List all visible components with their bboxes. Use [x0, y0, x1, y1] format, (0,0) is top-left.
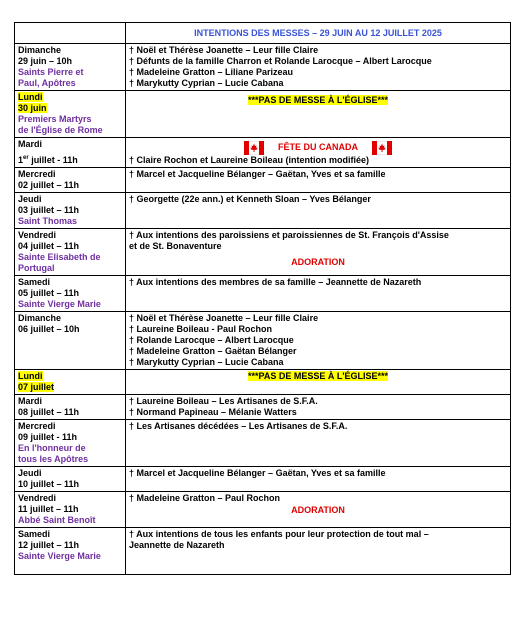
celebration-label: Abbé Saint Benoît: [18, 515, 96, 525]
date-label: 03 juillet – 11h: [18, 205, 80, 215]
no-mass-notice: ***PAS DE MESSE À L'ÉGLISE***: [247, 371, 388, 381]
table-row: [15, 276, 511, 312]
day-label: Vendredi: [18, 230, 57, 240]
canada-day-banner: [129, 139, 507, 155]
celebration-label: Sainte Vierge Marie: [18, 551, 101, 561]
adoration-label: ADORATION: [291, 505, 345, 515]
intention: † Claire Rochon et Laureine Boileau (intention modifiée): [129, 155, 370, 165]
celebration-label: tous les Apôtres: [18, 454, 89, 464]
celebration-label: de l'Église de Rome: [18, 125, 103, 135]
date-label: 09 juillet - 11h: [18, 432, 78, 442]
intentions-cell: [126, 420, 511, 467]
date-label: 06 juillet – 10h: [18, 324, 80, 334]
day-label: Dimanche: [18, 313, 62, 323]
table-row: [15, 138, 511, 168]
day-label: Lundi: [18, 92, 43, 102]
page-title: INTENTIONS DES MESSES – 29 JUIN AU 12 JUILLET 2025: [126, 23, 511, 44]
intentions-cell: [126, 91, 511, 138]
intention: † Marcel et Jacqueline Bélanger – Gaëtan, Yves et sa famille: [129, 468, 386, 478]
intention: † Marcel et Jacqueline Bélanger – Gaëtan, Yves et sa famille: [129, 169, 386, 179]
intention: † Madeleine Gratton – Paul Rochon: [129, 493, 281, 503]
intentions-cell: [126, 312, 511, 370]
date-cell: [15, 168, 126, 193]
intentions-cell: [126, 44, 511, 91]
celebration-label: Saints Pierre et: [18, 67, 84, 77]
day-label: Jeudi: [18, 194, 42, 204]
date-cell: [15, 44, 126, 91]
date-label: 04 juillet – 11h: [18, 241, 80, 251]
mass-intentions-table: [14, 22, 511, 575]
intention: † Marykutty Cyprian – Lucie Cabana: [129, 357, 284, 367]
intentions-cell: [126, 492, 511, 528]
canada-flag-icon: [244, 141, 264, 155]
table-row: [15, 229, 511, 276]
intentions-cell: [126, 168, 511, 193]
intention: Jeannette de Nazareth: [129, 540, 225, 550]
day-label: Dimanche: [18, 45, 62, 55]
intention: † Laureine Boileau - Paul Rochon: [129, 324, 273, 334]
date-cell: [15, 370, 126, 395]
intention: † Noël et Thérèse Joanette – Leur fille Claire: [129, 45, 319, 55]
table-row: [15, 168, 511, 193]
celebration-label: Paul, Apôtres: [18, 78, 76, 88]
table-row: [15, 91, 511, 138]
date-label: 1er juillet - 11h: [18, 155, 78, 165]
date-label: 29 juin – 10h: [18, 56, 73, 66]
day-label: Samedi: [18, 277, 51, 287]
intention: † Aux intentions des membres de sa famille – Jeannette de Nazareth: [129, 277, 422, 287]
celebration-label: Portugal: [18, 263, 55, 273]
date-label: 02 juillet – 11h: [18, 180, 80, 190]
celebration-label: En l'honneur de: [18, 443, 86, 453]
intentions-cell: [126, 276, 511, 312]
table-row: [15, 395, 511, 420]
celebration-label: Premiers Martyrs: [18, 114, 92, 124]
header-row: [15, 23, 511, 44]
intentions-cell: [126, 395, 511, 420]
canada-day-label: FÊTE DU CANADA: [278, 142, 358, 152]
intentions-cell: [126, 193, 511, 229]
table-row: [15, 420, 511, 467]
table-row: [15, 193, 511, 229]
intention: † Laureine Boileau – Les Artisanes de S.F.A.: [129, 396, 318, 406]
adoration-label: ADORATION: [291, 257, 345, 267]
intentions-cell: [126, 370, 511, 395]
day-label: Samedi: [18, 529, 51, 539]
mass-intentions-document: [14, 22, 511, 575]
date-cell: [15, 467, 126, 492]
date-label: 10 juillet – 11h: [18, 479, 80, 489]
celebration-label: Saint Thomas: [18, 216, 78, 226]
table-row: [15, 467, 511, 492]
date-label: 07 juillet: [18, 382, 55, 392]
intention: † Georgette (22e ann.) et Kenneth Sloan – Yves Bélanger: [129, 194, 371, 204]
date-cell: [15, 492, 126, 528]
intention: † Aux intentions de tous les enfants pour leur protection de tout mal –: [129, 529, 429, 539]
table-row: [15, 370, 511, 395]
date-cell: [15, 276, 126, 312]
day-label: Mercredi: [18, 169, 56, 179]
table-row: [15, 44, 511, 91]
intention: † Madeleine Gratton – Liliane Parizeau: [129, 67, 294, 77]
intention: † Noël et Thérèse Joanette – Leur fille Claire: [129, 313, 319, 323]
date-cell: [15, 193, 126, 229]
intention: † Rolande Larocque – Albert Larocque: [129, 335, 294, 345]
intention: † Normand Papineau – Mélanie Watters: [129, 407, 297, 417]
intention: † Madeleine Gratton – Gaëtan Bélanger: [129, 346, 297, 356]
day-label: Jeudi: [18, 468, 42, 478]
canada-flag-icon: [372, 141, 392, 155]
celebration-label: Sainte Vierge Marie: [18, 299, 101, 309]
date-cell: [15, 420, 126, 467]
intention: † Les Artisanes décédées – Les Artisanes de S.F.A.: [129, 421, 348, 431]
day-label: Vendredi: [18, 493, 57, 503]
day-label: Mercredi: [18, 421, 56, 431]
intentions-cell: [126, 229, 511, 276]
day-label: Mardi: [18, 396, 43, 406]
celebration-label: Sainte Elisabeth de: [18, 252, 101, 262]
header-empty-cell: [15, 23, 126, 44]
table-row: [15, 528, 511, 575]
intentions-cell: [126, 467, 511, 492]
day-label: Lundi: [18, 371, 43, 381]
date-label: 08 juillet – 11h: [18, 407, 80, 417]
intention: † Marykutty Cyprian – Lucie Cabana: [129, 78, 284, 88]
table-row: [15, 492, 511, 528]
day-label: Mardi: [18, 139, 43, 149]
intention: et de St. Bonaventure: [129, 241, 222, 251]
intentions-cell: [126, 138, 511, 168]
date-cell: [15, 138, 126, 168]
date-label: 12 juillet – 11h: [18, 540, 80, 550]
intentions-cell: [126, 528, 511, 575]
no-mass-notice: ***PAS DE MESSE À L'ÉGLISE***: [247, 95, 388, 105]
date-label: 11 juillet – 11h: [18, 504, 79, 514]
date-label: 05 juillet – 11h: [18, 288, 80, 298]
date-cell: [15, 395, 126, 420]
table-row: [15, 312, 511, 370]
date-cell: [15, 312, 126, 370]
intention: † Aux intentions des paroissiens et paroissiennes de St. François d'Assise: [129, 230, 449, 240]
date-cell: [15, 528, 126, 575]
date-cell: [15, 229, 126, 276]
intention: † Défunts de la famille Charron et Rolande Larocque – Albert Larocque: [129, 56, 432, 66]
date-label: 30 juin: [18, 103, 47, 113]
date-cell: [15, 91, 126, 138]
